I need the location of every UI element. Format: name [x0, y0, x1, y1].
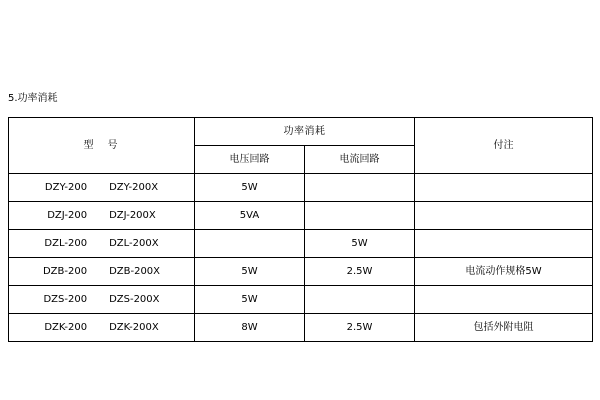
- table-row: [9, 202, 593, 230]
- table-row: [9, 258, 593, 286]
- cell-model: [9, 258, 195, 286]
- cell-model: [9, 230, 195, 258]
- header-current-circuit: 电流回路: [305, 146, 415, 174]
- model-code-secondary: DZK-200X: [109, 321, 159, 333]
- table-body: [9, 174, 593, 342]
- cell-voltage: 8W: [195, 314, 305, 342]
- cell-voltage: 5W: [195, 174, 305, 202]
- cell-note: [415, 174, 593, 202]
- cell-note: [415, 286, 593, 314]
- model-code-secondary: DZY-200X: [109, 181, 159, 193]
- table-header-row-1: [9, 118, 593, 146]
- model-code-primary: DZY-200: [44, 181, 88, 193]
- cell-note: [415, 230, 593, 258]
- cell-model: [9, 174, 195, 202]
- model-code-secondary: DZS-200X: [109, 293, 160, 305]
- cell-current: 5W: [305, 230, 415, 258]
- model-code-primary: DZK-200: [44, 321, 88, 333]
- model-code-secondary: DZL-200X: [109, 237, 159, 249]
- table-row: [9, 314, 593, 342]
- model-code-primary: DZB-200: [42, 265, 88, 277]
- cell-model: [9, 286, 195, 314]
- header-voltage-circuit: 电压回路: [195, 146, 305, 174]
- model-code-secondary: DZB-200X: [109, 265, 161, 277]
- cell-model: [9, 314, 195, 342]
- cell-voltage: 5W: [195, 286, 305, 314]
- model-code-primary: DZL-200: [44, 237, 88, 249]
- power-consumption-table-wrapper: [8, 117, 592, 342]
- section-title: 5.功率消耗: [8, 93, 58, 104]
- cell-current: 2.5W: [305, 258, 415, 286]
- table-row: [9, 286, 593, 314]
- header-power-consumption: 功率消耗: [195, 118, 415, 146]
- model-code-secondary: DZJ-200X: [109, 209, 156, 221]
- cell-model: [9, 202, 195, 230]
- cell-voltage: 5W: [195, 258, 305, 286]
- cell-current: [305, 202, 415, 230]
- table-row: [9, 230, 593, 258]
- cell-current: [305, 286, 415, 314]
- cell-voltage: [195, 230, 305, 258]
- cell-current: 2.5W: [305, 314, 415, 342]
- cell-note: 包括外附电阻: [415, 314, 593, 342]
- table-row: [9, 174, 593, 202]
- header-note: 付注: [415, 118, 593, 174]
- table-header: [9, 118, 593, 174]
- cell-note: [415, 202, 593, 230]
- cell-current: [305, 174, 415, 202]
- cell-note: 电流动作规格5W: [415, 258, 593, 286]
- power-consumption-table: [8, 117, 593, 342]
- header-model: 型 号: [9, 118, 195, 174]
- model-code-primary: DZS-200: [43, 293, 88, 305]
- cell-voltage: 5VA: [195, 202, 305, 230]
- model-code-primary: DZJ-200: [47, 209, 88, 221]
